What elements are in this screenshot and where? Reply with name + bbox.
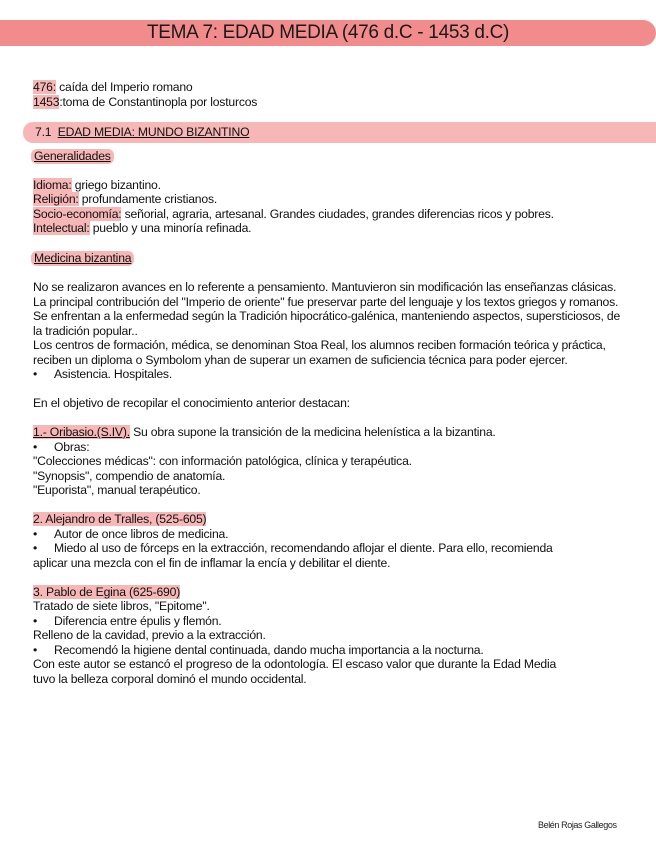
intro-text: En el objetivo de recopilar el conocimiento anterior destacan:: [33, 396, 350, 410]
text-line: tuvo la belleza corporal dominó el mundo occidental.: [33, 671, 307, 686]
bullet-icon: •: [33, 541, 38, 555]
list-item: [33, 367, 623, 382]
author-oribasio: [33, 425, 623, 440]
work-item: "Colecciones médicas": con información patológica, clínica y terapéutica.: [33, 454, 412, 468]
list-item: [33, 221, 623, 236]
list-item: [33, 192, 623, 207]
item-text: pueblo y una minoría refinada.: [89, 221, 252, 235]
list-item: [33, 614, 623, 629]
item-key: Socio-economía:: [33, 206, 122, 221]
footer-author: Belén Rojas Gallegos: [538, 820, 617, 830]
document-body: [33, 80, 623, 109]
section-number: 7.1: [35, 125, 52, 139]
item-text: señorial, agraria, artesanal. Grandes ciudades, grandes diferencias ricos y pobres.: [121, 206, 554, 221]
bullet-text: Diferencia entre épulis y flemón.: [54, 613, 222, 628]
list-item: [33, 541, 623, 556]
bullet-text: Asistencia. Hospitales.: [54, 367, 173, 381]
author-name: 2. Alejandro de Tralles, (525-605): [33, 512, 207, 526]
item-key: Religión:: [33, 192, 79, 206]
date-key: 476:: [33, 80, 56, 94]
bullet-text: Miedo al uso de fórceps en la extracción, recomendando aflojar el diente. Para ello, recomienda: [54, 541, 553, 555]
medicina-heading: Medicina bizantina: [31, 251, 134, 266]
date-text: :toma de Constantinopla por losturcos: [59, 94, 258, 109]
page-title: TEMA 7: EDAD MEDIA (476 d.C - 1453 d.C): [146, 22, 510, 43]
bullet-icon: •: [33, 439, 38, 454]
author-name: 3. Pablo de Egina (625-690): [33, 584, 181, 599]
list-item: [33, 527, 623, 542]
text-line: Relleno de la cavidad, previo a la extracción.: [33, 628, 266, 642]
list-item: [33, 207, 623, 222]
bullet-text: Autor de once libros de medicina.: [54, 526, 229, 541]
date-1453: [33, 95, 623, 110]
date-key: 1453: [33, 94, 60, 109]
paragraph: Se enfrentan a la enfermedad según la Tradición hipocrático-galénica, manteniendo aspectos, supersticiosos, de la tradición popular..: [33, 309, 621, 338]
work-item: "Synopsis", compendio de anatomía.: [33, 468, 226, 483]
author-text: Su obra supone la transición de la medicina helenística a la bizantina.: [129, 425, 496, 439]
text-line: Con este autor se estancó el progreso de la odontología. El escaso valor que durante la Edad Media: [33, 657, 557, 671]
section-heading: [35, 125, 249, 140]
section-title: EDAD MEDIA: MUNDO BIZANTINO: [57, 125, 250, 139]
paragraph: Los centros de formación, médica, se denominan Stoa Real, los alumnos reciben formación teórica y práctica, reciben un diploma o Symbolom yhan de superar un examen de suficiencia técnica para poder ejercer.: [33, 338, 606, 367]
item-text: profundamente cristianos.: [78, 192, 218, 206]
list-item: [33, 440, 623, 455]
bullet-icon: •: [33, 526, 38, 541]
item-key: Idioma:: [33, 177, 72, 192]
continued-text: aplicar una mezcla con el fin de inflamar la encía y debilitar el diente.: [33, 555, 391, 570]
bullet-text: Recomendó la higiene dental continuada, dando mucha importancia a la nocturna.: [54, 642, 484, 657]
bullet-icon: •: [33, 642, 38, 657]
generalidades-heading: Generalidades: [31, 149, 114, 164]
list-item: [33, 643, 623, 658]
item-text: griego bizantino.: [71, 177, 161, 192]
text-line: Tratado de siete libros, "Epitome".: [33, 599, 210, 613]
item-key: Intelectual:: [33, 221, 90, 235]
paragraph: No se realizaron avances en lo referente a pensamiento. Mantuvieron sin modificación las enseñanzas clásicas. La principal contribución del "Imperio de oriente" fue preservar parte del lenguaje y los textos griegos y romanos.: [33, 280, 619, 309]
bullet-text: Obras:: [54, 439, 90, 454]
date-476: [33, 80, 623, 95]
work-item: "Euporista", manual terapéutico.: [33, 483, 201, 497]
bullet-icon: •: [33, 613, 38, 628]
date-text: caída del Imperio romano: [55, 80, 193, 94]
document-body-main: [33, 149, 623, 686]
author-name: 1.- Oribasio.(S.IV).: [33, 425, 130, 439]
list-item: [33, 178, 623, 193]
bullet-icon: •: [33, 367, 38, 381]
